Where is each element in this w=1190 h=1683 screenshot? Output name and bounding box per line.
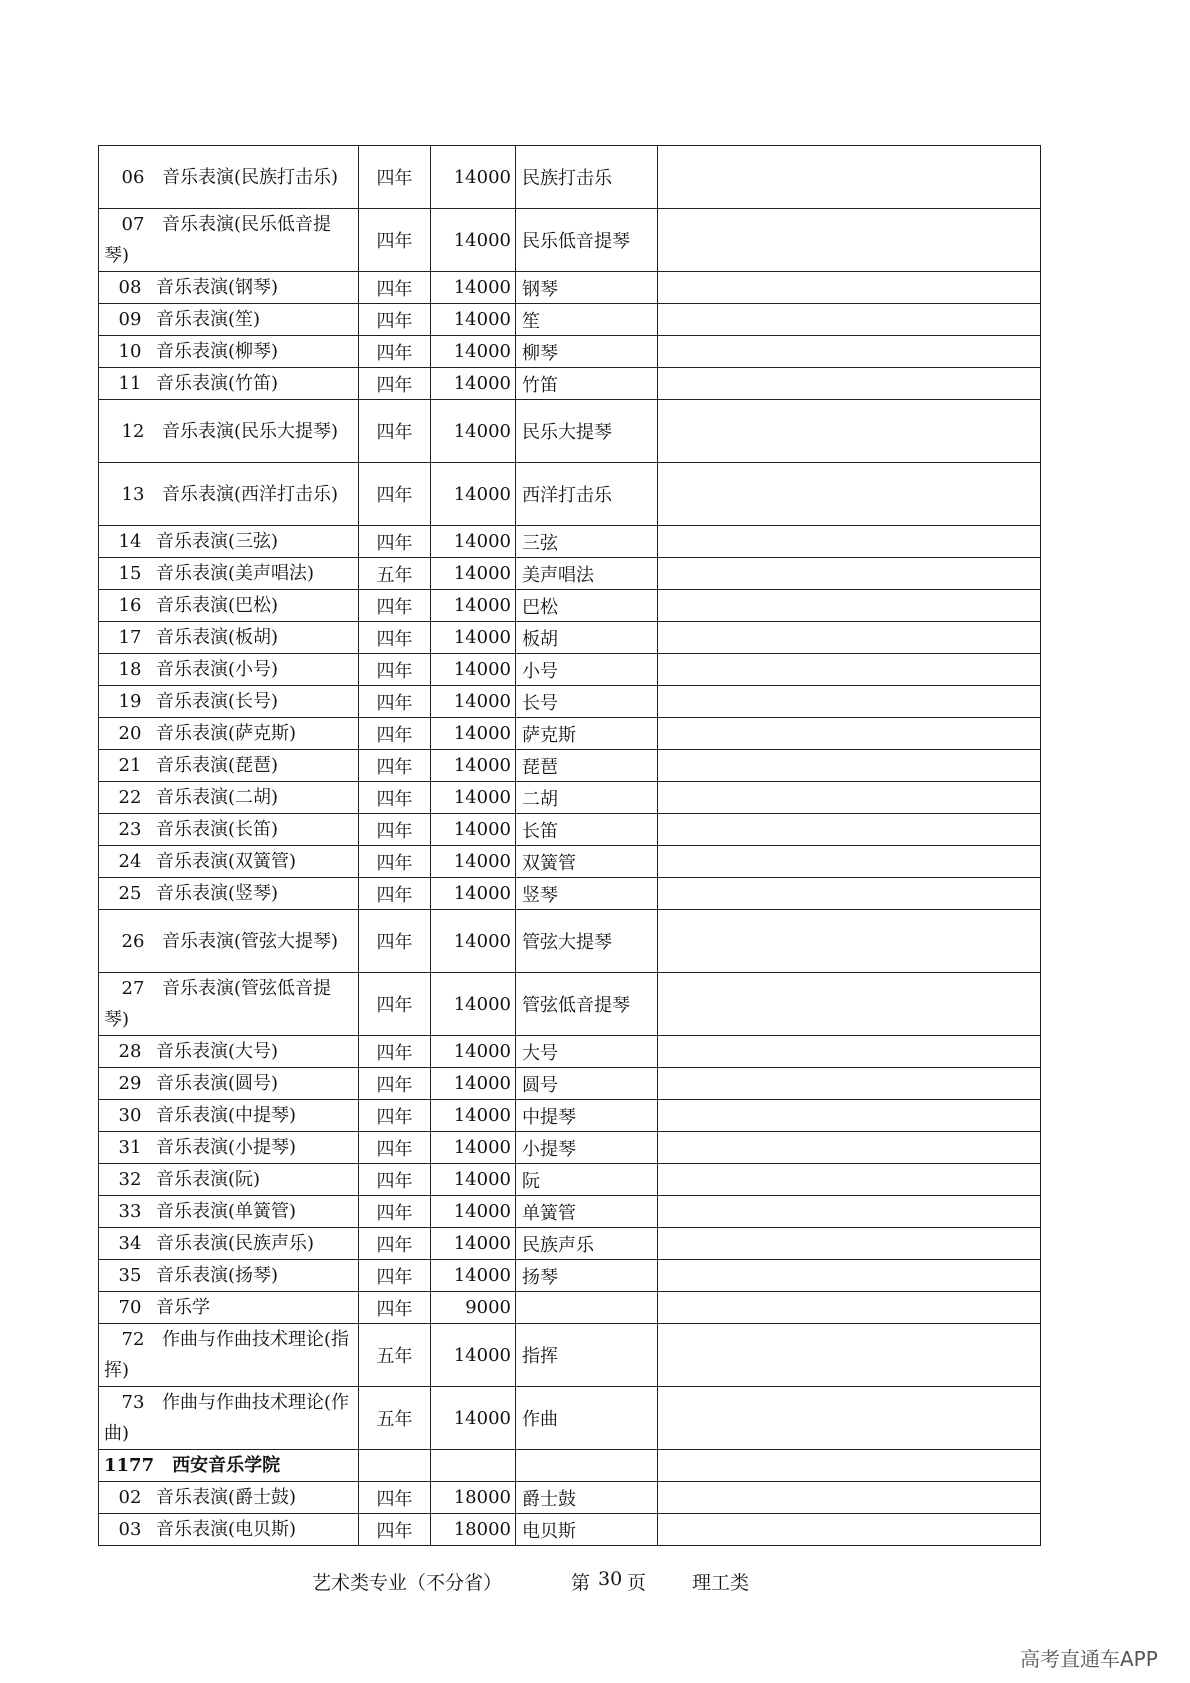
major-name: 音乐表演(管弦低音提琴) [104, 978, 332, 1030]
table-row [99, 146, 1041, 209]
major-code: 35 [118, 1265, 142, 1286]
major-code: 03 [118, 1519, 142, 1540]
duration-cell: 五年 [359, 558, 431, 590]
major-name: 作曲与作曲技术理论(指挥) [104, 1329, 350, 1381]
duration-cell: 四年 [359, 1514, 431, 1546]
fee-cell: 14000 [431, 1260, 516, 1292]
fee-cell: 14000 [431, 846, 516, 878]
note-cell [516, 1292, 658, 1324]
major-cell [99, 1324, 359, 1387]
note-cell: 管弦大提琴 [516, 910, 658, 973]
duration-cell: 四年 [359, 526, 431, 558]
duration-cell: 四年 [359, 718, 431, 750]
fee-cell: 14000 [431, 590, 516, 622]
note-cell: 板胡 [516, 622, 658, 654]
duration-cell: 四年 [359, 1292, 431, 1324]
major-code: 28 [118, 1041, 142, 1062]
major-code: 13 [121, 483, 145, 505]
table-row [99, 1292, 1041, 1324]
major-code: 08 [118, 277, 142, 298]
major-name: 音乐表演(萨克斯) [156, 723, 297, 744]
note-cell: 中提琴 [516, 1100, 658, 1132]
major-name: 音乐表演(中提琴) [156, 1105, 297, 1126]
duration-cell: 四年 [359, 1132, 431, 1164]
remark-cell [658, 336, 1041, 368]
major-name: 音乐表演(民乐大提琴) [162, 420, 339, 442]
major-name: 音乐表演(阮) [156, 1169, 261, 1190]
major-code: 24 [118, 851, 142, 872]
major-code: 29 [118, 1073, 142, 1094]
table-row [99, 654, 1041, 686]
watermark: 高考直通车APP [1020, 1647, 1158, 1671]
remark-cell [658, 558, 1041, 590]
duration-cell: 四年 [359, 814, 431, 846]
major-code: 16 [118, 595, 142, 616]
major-name: 音乐表演(民族声乐) [156, 1233, 315, 1254]
table-row [99, 1228, 1041, 1260]
fee-cell: 14000 [431, 973, 516, 1036]
fee-cell: 14000 [431, 1132, 516, 1164]
remark-cell [658, 973, 1041, 1036]
note-cell: 西洋打击乐 [516, 463, 658, 526]
major-name: 音乐表演(竖琴) [156, 883, 279, 904]
remark-cell [658, 1164, 1041, 1196]
duration-cell: 四年 [359, 973, 431, 1036]
duration-cell: 四年 [359, 272, 431, 304]
major-code: 14 [118, 531, 142, 552]
fee-cell: 14000 [431, 1324, 516, 1387]
remark-cell [658, 622, 1041, 654]
note-cell: 笙 [516, 304, 658, 336]
fee-cell: 14000 [431, 1228, 516, 1260]
note-cell: 阮 [516, 1164, 658, 1196]
fee-cell: 14000 [431, 910, 516, 973]
duration-cell: 四年 [359, 209, 431, 272]
major-cell [99, 782, 359, 814]
note-cell: 双簧管 [516, 846, 658, 878]
remark-cell [658, 526, 1041, 558]
major-name: 音乐表演(电贝斯) [156, 1519, 297, 1540]
duration-cell: 四年 [359, 654, 431, 686]
footer-page-suffix: 页 [627, 1572, 647, 1594]
remark-cell [658, 368, 1041, 400]
remark-cell [658, 1387, 1041, 1450]
note-cell: 小提琴 [516, 1132, 658, 1164]
remark-cell [658, 272, 1041, 304]
table-row [99, 718, 1041, 750]
table-row [99, 878, 1041, 910]
duration-cell: 四年 [359, 910, 431, 973]
major-code: 02 [118, 1487, 142, 1508]
fee-cell: 14000 [431, 718, 516, 750]
fee-cell [431, 1450, 516, 1482]
major-code: 70 [118, 1297, 142, 1318]
table-row [99, 1164, 1041, 1196]
duration-cell: 四年 [359, 590, 431, 622]
fee-cell: 14000 [431, 1036, 516, 1068]
major-cell [99, 973, 359, 1036]
major-name: 音乐表演(单簧管) [156, 1201, 297, 1222]
table-row [99, 526, 1041, 558]
major-cell [99, 654, 359, 686]
note-cell: 指挥 [516, 1324, 658, 1387]
table-row [99, 1196, 1041, 1228]
remark-cell [658, 1482, 1041, 1514]
major-cell [99, 1068, 359, 1100]
major-name: 音乐表演(巴松) [156, 595, 279, 616]
table-row [99, 1132, 1041, 1164]
major-name: 音乐表演(柳琴) [156, 341, 279, 362]
fee-cell: 18000 [431, 1482, 516, 1514]
major-name: 音乐表演(民乐低音提琴) [104, 214, 332, 266]
table-row [99, 1387, 1041, 1450]
duration-cell: 四年 [359, 368, 431, 400]
major-code: 26 [121, 930, 145, 952]
major-cell [99, 146, 359, 209]
remark-cell [658, 1260, 1041, 1292]
table-row [99, 1514, 1041, 1546]
fee-cell: 14000 [431, 686, 516, 718]
note-cell: 小号 [516, 654, 658, 686]
note-cell: 爵士鼓 [516, 1482, 658, 1514]
major-name: 音乐表演(竹笛) [156, 373, 279, 394]
remark-cell [658, 1196, 1041, 1228]
duration-cell: 五年 [359, 1387, 431, 1450]
major-cell [99, 1164, 359, 1196]
major-cell [99, 368, 359, 400]
major-cell [99, 1482, 359, 1514]
duration-cell: 四年 [359, 782, 431, 814]
major-cell [99, 1100, 359, 1132]
major-code: 15 [118, 563, 142, 584]
major-code: 09 [118, 309, 142, 330]
duration-cell: 四年 [359, 846, 431, 878]
note-cell: 扬琴 [516, 1260, 658, 1292]
remark-cell [658, 1132, 1041, 1164]
major-code: 30 [118, 1105, 142, 1126]
remark-cell [658, 1514, 1041, 1546]
major-name: 音乐表演(笙) [156, 309, 261, 330]
note-cell: 竹笛 [516, 368, 658, 400]
note-cell: 民族打击乐 [516, 146, 658, 209]
major-cell [99, 1228, 359, 1260]
major-cell [99, 910, 359, 973]
table-row [99, 1036, 1041, 1068]
major-name: 西安音乐学院 [172, 1455, 281, 1476]
major-cell [99, 304, 359, 336]
note-cell: 单簧管 [516, 1196, 658, 1228]
fee-cell: 14000 [431, 368, 516, 400]
major-name: 音乐表演(扬琴) [156, 1265, 279, 1286]
major-code: 1177 [104, 1455, 155, 1476]
major-name: 音乐表演(小号) [156, 659, 279, 680]
table-body [99, 146, 1041, 1546]
duration-cell: 四年 [359, 1260, 431, 1292]
remark-cell [658, 463, 1041, 526]
table-row [99, 1100, 1041, 1132]
remark-cell [658, 304, 1041, 336]
duration-cell: 四年 [359, 463, 431, 526]
major-code: 32 [118, 1169, 142, 1190]
table-row [99, 846, 1041, 878]
table-row [99, 590, 1041, 622]
note-cell: 电贝斯 [516, 1514, 658, 1546]
fee-cell: 14000 [431, 400, 516, 463]
major-cell [99, 1196, 359, 1228]
fee-cell: 14000 [431, 750, 516, 782]
major-name: 音乐表演(琵琶) [156, 755, 279, 776]
remark-cell [658, 782, 1041, 814]
table-row [99, 686, 1041, 718]
table-row [99, 558, 1041, 590]
major-cell [99, 846, 359, 878]
major-cell [99, 336, 359, 368]
table-row [99, 750, 1041, 782]
remark-cell [658, 1036, 1041, 1068]
table-row [99, 304, 1041, 336]
duration-cell: 五年 [359, 1324, 431, 1387]
note-cell: 竖琴 [516, 878, 658, 910]
fee-cell: 14000 [431, 558, 516, 590]
note-cell: 长笛 [516, 814, 658, 846]
fee-cell: 14000 [431, 1164, 516, 1196]
remark-cell [658, 1324, 1041, 1387]
major-cell [99, 686, 359, 718]
major-name: 音乐表演(长号) [156, 691, 279, 712]
major-cell [99, 463, 359, 526]
fee-cell: 9000 [431, 1292, 516, 1324]
major-cell [99, 718, 359, 750]
remark-cell [658, 814, 1041, 846]
note-cell: 圆号 [516, 1068, 658, 1100]
major-name: 音乐表演(长笛) [156, 819, 279, 840]
note-cell: 三弦 [516, 526, 658, 558]
fee-cell: 14000 [431, 336, 516, 368]
fee-cell: 14000 [431, 1068, 516, 1100]
footer-type: 理工类 [692, 1572, 750, 1594]
remark-cell [658, 654, 1041, 686]
footer-category: 艺术类专业（不分省） [312, 1572, 503, 1594]
table-row [99, 1068, 1041, 1100]
major-cell [99, 750, 359, 782]
remark-cell [658, 1068, 1041, 1100]
note-cell: 琵琶 [516, 750, 658, 782]
footer-page-number: 30 [598, 1568, 623, 1590]
duration-cell: 四年 [359, 304, 431, 336]
duration-cell: 四年 [359, 1482, 431, 1514]
table-row [99, 209, 1041, 272]
major-cell [99, 400, 359, 463]
duration-cell: 四年 [359, 1036, 431, 1068]
major-name: 音乐表演(圆号) [156, 1073, 279, 1094]
remark-cell [658, 1450, 1041, 1482]
enrollment-table [98, 145, 1041, 1546]
fee-cell: 14000 [431, 146, 516, 209]
table-row [99, 368, 1041, 400]
remark-cell [658, 750, 1041, 782]
major-code: 31 [118, 1137, 142, 1158]
major-cell [99, 272, 359, 304]
fee-cell: 18000 [431, 1514, 516, 1546]
note-cell: 民族声乐 [516, 1228, 658, 1260]
major-code: 22 [118, 787, 142, 808]
duration-cell: 四年 [359, 400, 431, 463]
duration-cell: 四年 [359, 1196, 431, 1228]
table-row [99, 400, 1041, 463]
remark-cell [658, 1292, 1041, 1324]
duration-cell: 四年 [359, 1068, 431, 1100]
major-cell [99, 878, 359, 910]
major-name: 音乐表演(三弦) [156, 531, 279, 552]
major-cell [99, 1292, 359, 1324]
major-cell [99, 1260, 359, 1292]
remark-cell [658, 878, 1041, 910]
duration-cell: 四年 [359, 1228, 431, 1260]
major-code: 19 [118, 691, 142, 712]
major-code: 10 [118, 341, 142, 362]
table-row [99, 622, 1041, 654]
major-name: 音乐表演(爵士鼓) [156, 1487, 297, 1508]
note-cell: 二胡 [516, 782, 658, 814]
remark-cell [658, 1100, 1041, 1132]
remark-cell [658, 1228, 1041, 1260]
major-code: 20 [118, 723, 142, 744]
major-name: 音乐表演(西洋打击乐) [162, 483, 339, 505]
remark-cell [658, 910, 1041, 973]
major-cell [99, 1132, 359, 1164]
major-code: 27 [121, 978, 145, 999]
fee-cell: 14000 [431, 463, 516, 526]
fee-cell: 14000 [431, 782, 516, 814]
table-row [99, 1450, 1041, 1482]
major-code: 72 [121, 1329, 145, 1350]
remark-cell [658, 590, 1041, 622]
fee-cell: 14000 [431, 878, 516, 910]
fee-cell: 14000 [431, 622, 516, 654]
table-row [99, 1482, 1041, 1514]
note-cell: 柳琴 [516, 336, 658, 368]
major-name: 音乐表演(美声唱法) [156, 563, 315, 584]
note-cell [516, 1450, 658, 1482]
major-name: 音乐表演(钢琴) [156, 277, 279, 298]
note-cell: 钢琴 [516, 272, 658, 304]
major-cell [99, 209, 359, 272]
fee-cell: 14000 [431, 272, 516, 304]
major-code: 12 [121, 420, 145, 442]
note-cell: 作曲 [516, 1387, 658, 1450]
table-row [99, 1324, 1041, 1387]
footer-page-prefix: 第 [571, 1572, 591, 1594]
fee-cell: 14000 [431, 1196, 516, 1228]
major-cell [99, 1036, 359, 1068]
duration-cell: 四年 [359, 336, 431, 368]
fee-cell: 14000 [431, 654, 516, 686]
remark-cell [658, 686, 1041, 718]
note-cell: 民乐低音提琴 [516, 209, 658, 272]
fee-cell: 14000 [431, 209, 516, 272]
major-cell [99, 622, 359, 654]
fee-cell: 14000 [431, 1100, 516, 1132]
note-cell: 长号 [516, 686, 658, 718]
table-row [99, 782, 1041, 814]
note-cell: 大号 [516, 1036, 658, 1068]
duration-cell: 四年 [359, 1100, 431, 1132]
note-cell: 萨克斯 [516, 718, 658, 750]
major-name: 音乐表演(民族打击乐) [162, 166, 339, 188]
major-code: 23 [118, 819, 142, 840]
note-cell: 美声唱法 [516, 558, 658, 590]
table-row [99, 1260, 1041, 1292]
remark-cell [658, 846, 1041, 878]
table-row [99, 463, 1041, 526]
major-code: 17 [118, 627, 142, 648]
major-name: 音乐表演(大号) [156, 1041, 279, 1062]
duration-cell: 四年 [359, 686, 431, 718]
note-cell: 民乐大提琴 [516, 400, 658, 463]
fee-cell: 14000 [431, 1387, 516, 1450]
major-code: 11 [118, 373, 142, 394]
table-row [99, 973, 1041, 1036]
major-code: 18 [118, 659, 142, 680]
major-cell [99, 526, 359, 558]
note-cell: 管弦低音提琴 [516, 973, 658, 1036]
major-code: 34 [118, 1233, 142, 1254]
remark-cell [658, 146, 1041, 209]
major-code: 06 [121, 166, 145, 188]
duration-cell: 四年 [359, 750, 431, 782]
table-row [99, 814, 1041, 846]
note-cell: 巴松 [516, 590, 658, 622]
major-cell [99, 1514, 359, 1546]
table-row [99, 336, 1041, 368]
remark-cell [658, 400, 1041, 463]
duration-cell: 四年 [359, 146, 431, 209]
major-cell [99, 1387, 359, 1450]
major-name: 音乐表演(板胡) [156, 627, 279, 648]
major-name: 作曲与作曲技术理论(作曲) [104, 1392, 350, 1444]
major-cell [99, 814, 359, 846]
major-code: 33 [118, 1201, 142, 1222]
fee-cell: 14000 [431, 304, 516, 336]
major-name: 音乐表演(小提琴) [156, 1137, 297, 1158]
remark-cell [658, 209, 1041, 272]
table-row [99, 910, 1041, 973]
major-cell [99, 1450, 359, 1482]
major-code: 25 [118, 883, 142, 904]
duration-cell: 四年 [359, 622, 431, 654]
major-name: 音乐表演(双簧管) [156, 851, 297, 872]
major-name: 音乐学 [156, 1297, 210, 1318]
major-code: 07 [121, 214, 145, 235]
duration-cell: 四年 [359, 1164, 431, 1196]
major-code: 21 [118, 755, 142, 776]
major-cell [99, 558, 359, 590]
remark-cell [658, 718, 1041, 750]
duration-cell: 四年 [359, 878, 431, 910]
major-code: 73 [121, 1392, 145, 1413]
fee-cell: 14000 [431, 814, 516, 846]
major-name: 音乐表演(二胡) [156, 787, 279, 808]
major-name: 音乐表演(管弦大提琴) [162, 930, 339, 952]
major-cell [99, 590, 359, 622]
table-row [99, 272, 1041, 304]
duration-cell [359, 1450, 431, 1482]
fee-cell: 14000 [431, 526, 516, 558]
